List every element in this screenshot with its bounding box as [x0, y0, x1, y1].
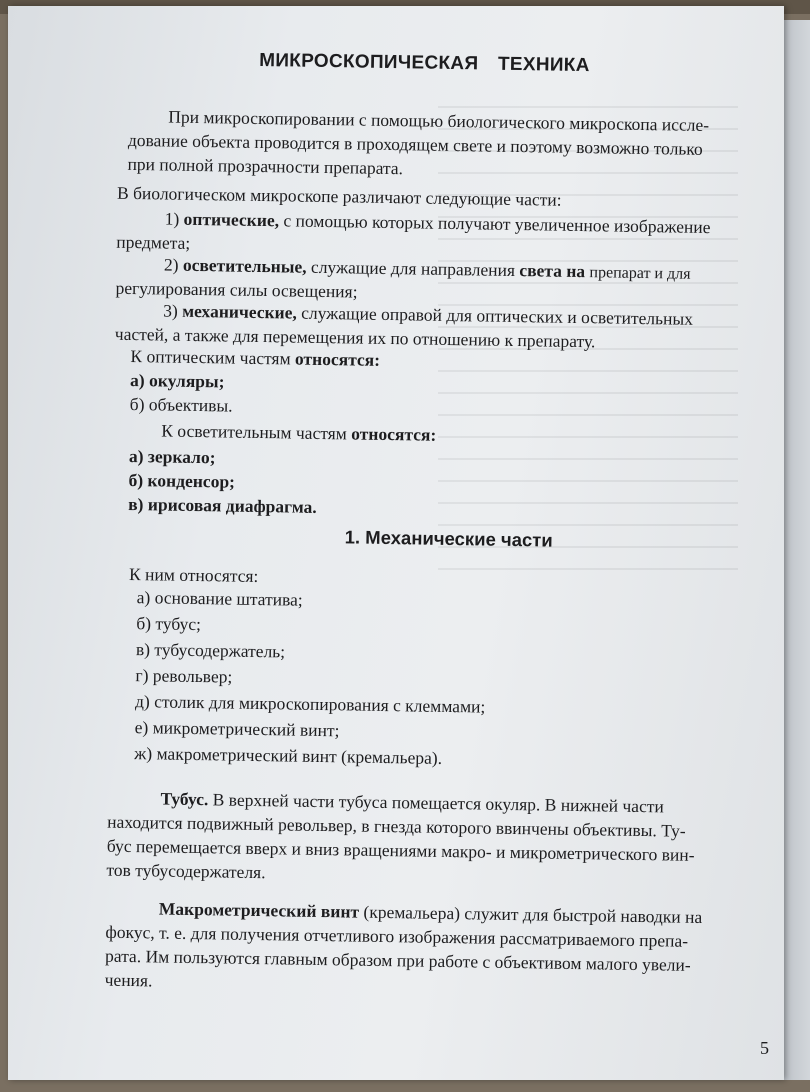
- part-2-text: служащие для направления: [310, 256, 516, 280]
- part-3-line-2: частей, а также для перемещения их по отношению к препарату.: [114, 323, 596, 352]
- part-3-text: служащие оправой для оптических и осветительных: [301, 302, 694, 329]
- parts-intro: В биологическом микроскопе различают следующие части:: [116, 182, 562, 210]
- list-item: б) тубус;: [136, 613, 202, 635]
- part-2-term: осветительные,: [182, 254, 307, 277]
- lighting-intro: [161, 418, 436, 446]
- part-1-text: с помощью которых получают увеличенное изображение: [283, 210, 711, 238]
- list-item: а) основание штатива;: [136, 587, 303, 610]
- tubus-term: Тубус.: [160, 788, 209, 810]
- part-1-number: 1): [164, 208, 180, 229]
- list-item: г) револьвер;: [135, 665, 233, 687]
- lighting-intro-bold: относятся:: [351, 423, 437, 445]
- intro-line-2: дование объекта проводится в проходящем свете и поэтому возможно только: [127, 129, 703, 159]
- part-2-number: 2): [163, 254, 179, 275]
- intro-line-1: При микроскопировании с помощью биологического микроскопа иссле-: [168, 106, 710, 136]
- part-2-line-2: регулирования силы освещения;: [115, 277, 358, 302]
- tubus-line-4: тов тубусодержателя.: [106, 859, 266, 883]
- part-2-bold: света на: [519, 260, 586, 282]
- part-1-term: оптические,: [183, 208, 280, 231]
- macro-line-2: фокус, т. е. для получения отчетливого изображения рассматриваемого препа-: [105, 921, 689, 951]
- page-title: МИКРОСКОПИЧЕСКАЯ ТЕХНИКА: [259, 49, 590, 77]
- macro-line-4: чения.: [104, 969, 153, 991]
- list-item: е) микрометрический винт;: [134, 717, 340, 741]
- optical-intro-bold: относятся:: [294, 348, 381, 370]
- page-number: 5: [760, 1038, 769, 1058]
- part-2-text-end: препарат и для: [589, 264, 691, 283]
- tubus-line-3: бус перемещается вверх и вниз вращениями макро- и микрометрического вин-: [106, 835, 695, 865]
- section-intro: К ним относятся:: [128, 563, 259, 587]
- tubus-line-2: находится подвижный револьвер, в гнезда которого ввинчены объективы. Ту-: [107, 811, 686, 841]
- tubus-text: В верхней части тубуса помещается окуляр. В нижней части: [212, 789, 664, 817]
- part-1: [164, 206, 710, 239]
- list-item: д) столик для микроскопирования с клеммами;: [134, 691, 486, 717]
- section-heading: 1. Механические части: [344, 526, 553, 551]
- optical-intro-text: К оптическим частям: [130, 345, 291, 369]
- lighting-item-b: б) конденсор;: [128, 469, 236, 492]
- lighting-item-c: в) ирисовая диафрагма.: [128, 493, 317, 517]
- page-content: [0, 6, 784, 1092]
- macro-text: (кремальера) служит для быстрой наводки на: [363, 901, 703, 928]
- intro-line-3: при полной прозрачности препарата.: [127, 153, 404, 179]
- lighting-intro-text: К осветительным частям: [161, 420, 348, 444]
- part-3-term: механические,: [182, 300, 298, 323]
- optical-item-a: а) окуляры;: [129, 369, 225, 392]
- list-item: ж) макрометрический винт (кремальера).: [134, 743, 443, 768]
- macro-term: Макрометрический винт: [158, 898, 360, 922]
- lighting-item-a: а) зеркало;: [128, 445, 216, 468]
- part-1-line-2: предмета;: [116, 231, 191, 253]
- optical-item-b: б) объективы.: [129, 393, 233, 416]
- part-3-number: 3): [163, 300, 178, 321]
- macro-line-3: рата. Им пользуются главным образом при работе с объективом малого увели-: [104, 945, 691, 975]
- book-page: [8, 6, 784, 1080]
- list-item: в) тубусодержатель;: [135, 639, 286, 662]
